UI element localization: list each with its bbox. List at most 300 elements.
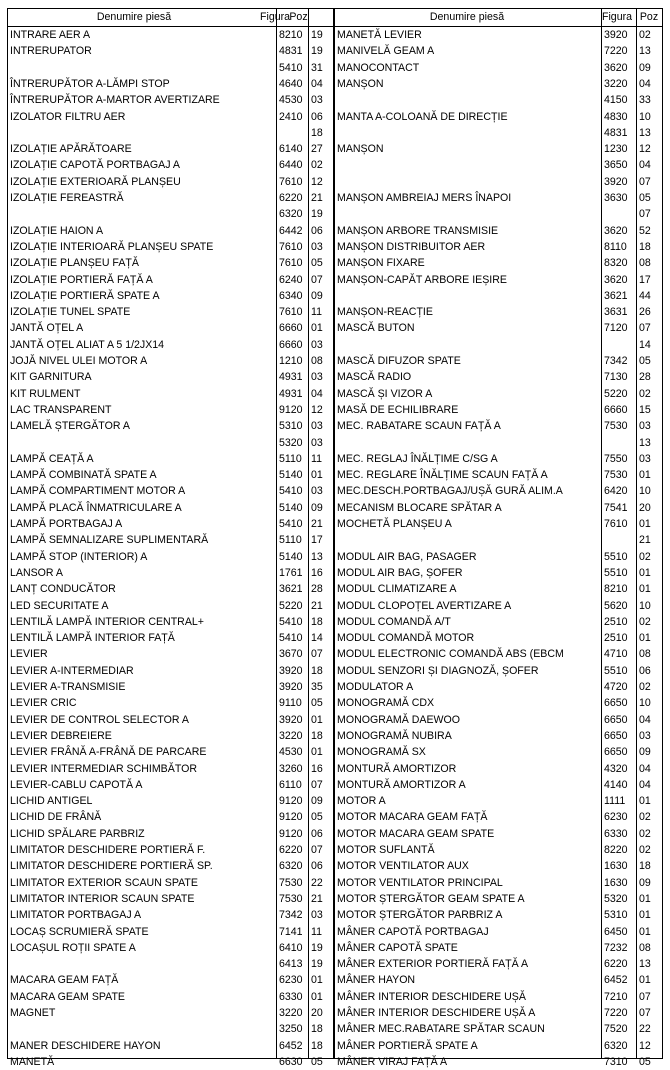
- position-number: 10: [639, 697, 651, 710]
- figure-number: 3250: [279, 1023, 303, 1036]
- part-name: IZOLAȚIE PORTIERĂ SPATE A: [10, 289, 160, 302]
- part-name: LAMPĂ COMBINATĂ SPATE A: [10, 469, 157, 482]
- position-number: 03: [311, 338, 323, 351]
- table-row: [8, 712, 333, 728]
- position-number: 09: [639, 61, 651, 74]
- table-row: [335, 940, 662, 956]
- position-number: 08: [639, 941, 651, 954]
- part-name: MÂNER PORTIERĂ SPATE A: [337, 1039, 478, 1052]
- table-row: [335, 109, 662, 125]
- table-row: [335, 989, 662, 1005]
- position-number: 05: [639, 355, 651, 367]
- part-name: MANIVELĂ GEAM A: [337, 45, 435, 58]
- figure-number: 7120: [604, 322, 628, 335]
- position-number: 01: [639, 469, 651, 482]
- table-row: [335, 728, 662, 744]
- part-name: IZOLAȚIE TUNEL SPATE: [10, 306, 131, 319]
- table-row: [8, 793, 333, 809]
- position-number: 01: [639, 518, 651, 530]
- position-number: 19: [311, 29, 323, 41]
- table-row: [335, 646, 662, 662]
- figure-number: 3630: [604, 192, 628, 204]
- table-row: [8, 174, 333, 190]
- table-row: [8, 1021, 333, 1037]
- figure-number: [601, 206, 639, 222]
- table-row: [335, 516, 662, 532]
- position-number: 12: [311, 175, 323, 188]
- part-name: LIMITATOR PORTBAGAJ A: [10, 909, 142, 922]
- position-number: 07: [639, 1007, 651, 1019]
- part-name: LIMITATOR DESCHIDERE PORTIERĂ SP.: [10, 860, 213, 873]
- figure-number: 6410: [279, 941, 303, 954]
- figure-number: 6220: [279, 844, 303, 856]
- table-row: [335, 190, 662, 206]
- position-number: 09: [311, 795, 323, 808]
- position-number: 31: [311, 61, 323, 74]
- table-row: [8, 125, 333, 141]
- part-name: LAMELĂ ȘTERGĂTOR A: [10, 420, 130, 433]
- table-row: [8, 728, 333, 744]
- position-number: 14: [639, 338, 651, 351]
- part-name: MÂNER INTERIOR DESCHIDERE UȘĂ A: [337, 1007, 536, 1019]
- table-row: [335, 353, 662, 369]
- position-number: 11: [311, 452, 322, 465]
- position-number: 05: [311, 257, 323, 270]
- table-row: [335, 875, 662, 891]
- position-number: 07: [311, 778, 323, 791]
- figure-number: 1230: [604, 143, 628, 156]
- table-row: [8, 875, 333, 891]
- table-row: [335, 630, 662, 646]
- position-number: 01: [639, 909, 651, 922]
- position-number: 03: [639, 452, 651, 465]
- part-name: MANOCONTACT: [337, 61, 420, 74]
- table-row: [8, 435, 333, 451]
- table-row: [335, 842, 662, 858]
- figure-number: 5310: [604, 909, 628, 922]
- part-name: MASCĂ RADIO: [337, 371, 412, 384]
- part-name: [335, 206, 601, 222]
- figure-number: 7232: [604, 941, 628, 954]
- part-name: IZOLAȚIE PORTIERĂ FAȚĂ A: [10, 273, 153, 286]
- position-number: 02: [639, 827, 651, 840]
- figure-number: 3631: [604, 306, 628, 319]
- table-row: [8, 1054, 333, 1070]
- part-name: ÎNTRERUPĂTOR A-MARTOR AVERTIZARE: [10, 94, 220, 107]
- part-name: LICHID ANTIGEL: [10, 795, 93, 808]
- part-name: MODUL COMANDĂ MOTOR: [337, 632, 475, 645]
- figure-number: 5110: [279, 534, 302, 547]
- figure-number: 8210: [604, 583, 628, 596]
- header-name: Denumire piesă: [429, 11, 505, 23]
- position-number: 16: [311, 566, 323, 579]
- table-row: [8, 826, 333, 842]
- table-row: [335, 679, 662, 695]
- part-name: LANȚ CONDUCĂTOR: [10, 583, 116, 596]
- position-number: 05: [639, 192, 651, 204]
- part-name: IZOLAȚIE FEREASTRĂ: [10, 192, 124, 204]
- position-number: 08: [639, 648, 651, 661]
- position-number: 20: [311, 1007, 323, 1019]
- part-name: LAMPĂ PLACĂ ÎNMATRICULARE A: [10, 501, 182, 514]
- figure-number: 6220: [279, 192, 303, 204]
- part-name: MOTOR ȘTERGĂTOR GEAM SPATE A: [337, 892, 525, 905]
- table-row: [8, 76, 333, 92]
- part-name: MANȘON DISTRIBUITOR AER: [337, 240, 486, 253]
- table-row: [335, 157, 662, 173]
- part-name: LAC TRANSPARENT: [10, 403, 112, 416]
- figure-number: 3920: [604, 29, 628, 41]
- part-name: LENTILĂ LAMPĂ INTERIOR FAȚĂ: [10, 632, 175, 645]
- position-number: 03: [311, 485, 323, 498]
- table-row: [335, 467, 662, 483]
- part-name: IZOLAȚIE CAPOTĂ PORTBAGAJ A: [10, 159, 180, 172]
- position-number: 09: [311, 289, 323, 302]
- table-row: [8, 418, 333, 434]
- position-number: 19: [311, 941, 323, 954]
- left-parts-column: [7, 8, 334, 1068]
- part-name: [335, 125, 601, 141]
- figure-number: [276, 125, 311, 141]
- part-name: IZOLAȚIE HAION A: [10, 224, 104, 237]
- position-number: 01: [639, 632, 651, 645]
- table-row: [8, 777, 333, 793]
- figure-number: 9120: [279, 403, 303, 416]
- position-number: 01: [639, 583, 651, 596]
- table-row: [335, 369, 662, 385]
- part-name: LOCAȘ SCRUMIERĂ SPATE: [10, 925, 149, 938]
- table-row: [335, 43, 662, 59]
- part-name: LEVIER-CABLU CAPOTĂ A: [10, 778, 143, 791]
- position-number: 03: [639, 729, 651, 742]
- part-name: MANTA A-COLOANĂ DE DIRECȚIE: [337, 110, 508, 123]
- part-name: MASCĂ DIFUZOR SPATE: [337, 355, 461, 367]
- table-row: [8, 695, 333, 711]
- position-number: 05: [311, 1055, 323, 1068]
- table-row: [335, 826, 662, 842]
- position-number: 10: [639, 485, 651, 498]
- position-number: 19: [311, 45, 323, 58]
- part-name: MASCĂ ȘI VIZOR A: [337, 387, 433, 400]
- part-name: MODUL COMANDĂ A/T: [337, 615, 451, 628]
- header-poz: Poz: [639, 11, 659, 23]
- figure-number: 7530: [279, 876, 303, 889]
- part-name: [335, 435, 601, 451]
- part-name: JOJĂ NIVEL ULEI MOTOR A: [10, 355, 148, 367]
- position-number: 02: [639, 811, 651, 824]
- figure-number: 5320: [279, 436, 303, 449]
- table-row: [8, 630, 333, 646]
- table-row: [8, 500, 333, 516]
- figure-number: 5320: [604, 892, 628, 905]
- table-row: [335, 712, 662, 728]
- position-number: 14: [311, 632, 323, 645]
- table-row: [8, 320, 333, 336]
- table-row: [8, 386, 333, 402]
- position-number: 21: [639, 534, 651, 547]
- table-row: [8, 516, 333, 532]
- figure-number: 4140: [604, 778, 628, 791]
- part-name: MONTURĂ AMORTIZOR A: [337, 778, 466, 791]
- figure-number: 9120: [279, 827, 303, 840]
- position-number: 33: [639, 94, 651, 107]
- position-number: 02: [639, 681, 651, 693]
- table-row: [8, 402, 333, 418]
- part-name: MECANISM BLOCARE SPĂTAR A: [337, 501, 502, 514]
- part-name: MOTOR MACARA GEAM FAȚĂ: [337, 811, 488, 824]
- part-name: [335, 174, 601, 190]
- table-row: [335, 924, 662, 940]
- figure-number: 5140: [279, 550, 303, 563]
- position-number: 18: [311, 615, 323, 628]
- table-row: [8, 956, 333, 972]
- part-name: ÎNTRERUPĂTOR A-LĂMPI STOP: [10, 77, 170, 90]
- table-row: [335, 320, 662, 336]
- part-name: MONOGRAMĂ SX: [337, 746, 426, 759]
- part-name: MANȘON ARBORE TRANSMISIE: [337, 224, 499, 237]
- part-name: MONOGRAMĂ CDX: [337, 697, 435, 710]
- position-number: 19: [311, 958, 323, 971]
- figure-number: 6320: [604, 1039, 628, 1052]
- position-number: 35: [311, 681, 323, 693]
- part-name: LOCAȘUL ROȚII SPATE A: [10, 941, 136, 954]
- table-row: [335, 255, 662, 271]
- table-row: [8, 304, 333, 320]
- part-name: IZOLATOR FILTRU AER: [10, 110, 126, 123]
- position-number: 03: [639, 420, 651, 433]
- table-row: [335, 663, 662, 679]
- part-name: JANTĂ OȚEL A: [10, 322, 84, 335]
- figure-number: 4931: [279, 387, 303, 400]
- header-figura: Figura: [260, 11, 291, 23]
- position-number: 02: [639, 29, 651, 41]
- figure-number: 5220: [279, 599, 303, 612]
- part-name: MEC.DESCH.PORTBAGAJ/UȘĂ GURĂ ALIM.A: [337, 485, 563, 498]
- part-name: MÂNER CAPOTĂ SPATE: [337, 941, 458, 954]
- position-number: 15: [639, 403, 651, 416]
- position-number: 01: [311, 974, 323, 987]
- figure-number: 7530: [604, 469, 628, 482]
- position-number: 21: [311, 599, 323, 612]
- position-number: 06: [311, 827, 323, 840]
- table-row: [335, 793, 662, 809]
- part-name: IZOLAȚIE PLANȘEU FAȚĂ: [10, 257, 139, 270]
- figure-number: 6660: [279, 322, 303, 335]
- table-row: [335, 60, 662, 76]
- figure-number: 7550: [604, 452, 628, 465]
- table-row: [8, 532, 333, 548]
- figure-number: [601, 337, 639, 353]
- position-number: 01: [311, 469, 323, 482]
- part-name: LANSOR A: [10, 566, 63, 579]
- figure-number: 7210: [604, 990, 628, 1003]
- table-row: [335, 1054, 662, 1070]
- figure-number: 4720: [604, 681, 628, 693]
- figure-number: 6630: [279, 1055, 303, 1068]
- left-header-row: [8, 9, 333, 27]
- figure-number: 6452: [604, 974, 628, 987]
- position-number: 18: [311, 664, 323, 677]
- figure-number: 6450: [604, 925, 628, 938]
- part-name: [335, 92, 601, 108]
- part-name: MANȘON-CAPĂT ARBORE IEȘIRE: [337, 273, 507, 286]
- figure-number: 5620: [604, 599, 628, 612]
- parts-index-page: [7, 8, 663, 1068]
- table-row: [335, 695, 662, 711]
- table-row: [335, 206, 662, 222]
- figure-number: 5310: [279, 420, 303, 433]
- figure-number: 3620: [604, 61, 628, 74]
- position-number: 03: [311, 371, 323, 384]
- part-name: LAMPĂ COMPARTIMENT MOTOR A: [10, 485, 186, 498]
- figure-number: 4831: [279, 45, 303, 58]
- position-number: 07: [639, 208, 651, 221]
- figure-number: 1761: [279, 566, 303, 579]
- position-number: 52: [639, 224, 651, 237]
- figure-number: 3920: [279, 664, 303, 677]
- position-number: 09: [639, 876, 651, 889]
- table-row: [8, 60, 333, 76]
- position-number: 18: [311, 126, 323, 139]
- figure-number: 6330: [279, 990, 303, 1003]
- position-number: 16: [311, 762, 323, 775]
- figure-number: 6230: [604, 811, 628, 824]
- table-row: [8, 989, 333, 1005]
- part-name: MÂNER MEC.RABATARE SPĂTAR SCAUN: [337, 1023, 545, 1036]
- part-name: MONOGRAMĂ DAEWOO: [337, 713, 461, 726]
- table-row: [335, 1021, 662, 1037]
- figure-number: 4530: [279, 746, 303, 759]
- part-name: LEVIER CRIC: [10, 697, 77, 710]
- figure-number: 3220: [604, 77, 628, 90]
- table-row: [335, 239, 662, 255]
- part-name: LEVIER INTERMEDIAR SCHIMBĂTOR: [10, 762, 197, 775]
- part-name: [8, 435, 276, 451]
- position-number: 04: [311, 387, 323, 400]
- table-row: [8, 157, 333, 173]
- position-number: 17: [639, 273, 651, 286]
- figure-number: 5410: [279, 61, 303, 74]
- part-name: MÂNER HAYON: [337, 974, 416, 987]
- part-name: MANȘON-REACȚIE: [337, 306, 433, 319]
- figure-number: 7610: [604, 518, 628, 530]
- part-name: INTRARE AER A: [10, 29, 91, 41]
- part-name: MÂNER VIRAJ FAȚĂ A: [337, 1055, 448, 1068]
- table-row: [8, 1005, 333, 1021]
- table-row: [335, 956, 662, 972]
- part-name: [335, 288, 601, 304]
- table-row: [335, 972, 662, 988]
- position-number: 07: [639, 322, 651, 335]
- position-number: 04: [311, 77, 323, 90]
- figure-number: 5510: [604, 664, 628, 677]
- position-number: 20: [639, 501, 651, 514]
- figure-number: 1630: [604, 860, 628, 873]
- figure-number: 8320: [604, 257, 628, 270]
- part-name: INTRERUPATOR: [10, 45, 92, 58]
- position-number: 11: [311, 306, 322, 319]
- part-name: MOTOR MACARA GEAM SPATE: [337, 827, 495, 840]
- table-row: [8, 581, 333, 597]
- part-name: MANȘON: [337, 143, 384, 156]
- position-number: 27: [311, 143, 323, 156]
- part-name: MODUL AIR BAG, ȘOFER: [337, 566, 463, 579]
- position-number: 21: [311, 192, 323, 204]
- position-number: 10: [639, 599, 651, 612]
- table-row: [8, 858, 333, 874]
- figure-number: 3670: [279, 648, 303, 661]
- part-name: MACARA GEAM SPATE: [10, 990, 125, 1003]
- position-number: 08: [639, 257, 651, 270]
- position-number: 04: [639, 778, 651, 791]
- table-row: [335, 1038, 662, 1054]
- table-row: [335, 761, 662, 777]
- part-name: [8, 60, 276, 76]
- position-number: 13: [311, 550, 323, 563]
- position-number: 06: [639, 664, 651, 677]
- part-name: MANETĂ LEVIER: [337, 29, 422, 41]
- figure-number: 9110: [279, 697, 302, 710]
- right-header-row: [335, 9, 662, 27]
- position-number: 19: [311, 208, 323, 221]
- figure-number: 5410: [279, 632, 303, 645]
- table-row: [335, 223, 662, 239]
- table-row: [335, 907, 662, 923]
- position-number: 01: [311, 746, 323, 759]
- figure-number: 5510: [604, 566, 628, 579]
- table-row: [335, 891, 662, 907]
- part-name: MEC. RABATARE SCAUN FAȚĂ A: [337, 420, 501, 433]
- part-name: MEC. REGLAJ ÎNĂLȚIME C/SG A: [337, 452, 498, 465]
- position-number: 01: [639, 974, 651, 987]
- figure-number: 7541: [604, 501, 628, 514]
- table-row: [335, 435, 662, 451]
- figure-number: 9120: [279, 795, 303, 808]
- figure-number: 2510: [604, 632, 628, 645]
- part-name: [335, 157, 601, 173]
- table-row: [8, 549, 333, 565]
- position-number: 01: [639, 892, 651, 905]
- position-number: 26: [639, 306, 651, 319]
- part-name: MANER DESCHIDERE HAYON: [10, 1039, 161, 1052]
- table-row: [8, 369, 333, 385]
- part-name: MOTOR A: [337, 795, 386, 808]
- table-row: [8, 43, 333, 59]
- figure-number: 6420: [604, 485, 628, 498]
- figure-number: 5410: [279, 485, 303, 498]
- part-name: LAMPĂ PORTBAGAJ A: [10, 518, 123, 530]
- figure-number: 5410: [279, 518, 303, 530]
- figure-number: 4150: [604, 94, 628, 107]
- figure-number: 6440: [279, 159, 303, 172]
- table-row: [335, 418, 662, 434]
- figure-number: 7610: [279, 257, 303, 270]
- part-name: MOTOR VENTILATOR PRINCIPAL: [337, 876, 503, 889]
- part-name: MANȘON FIXARE: [337, 257, 425, 270]
- part-name: LEVIER A-INTERMEDIAR: [10, 664, 134, 677]
- part-name: MODUL ELECTRONIC COMANDĂ ABS (EBCM: [337, 648, 564, 661]
- position-number: 02: [639, 550, 651, 563]
- table-row: [8, 1038, 333, 1054]
- position-number: 06: [311, 860, 323, 873]
- position-number: 02: [639, 615, 651, 628]
- part-name: LIMITATOR DESCHIDERE PORTIERĂ F.: [10, 844, 206, 856]
- figure-number: 5510: [604, 550, 628, 563]
- table-row: [335, 272, 662, 288]
- table-row: [335, 532, 662, 548]
- part-name: IZOLAȚIE INTERIOARĂ PLANȘEU SPATE: [10, 240, 214, 253]
- position-number: 07: [639, 175, 651, 188]
